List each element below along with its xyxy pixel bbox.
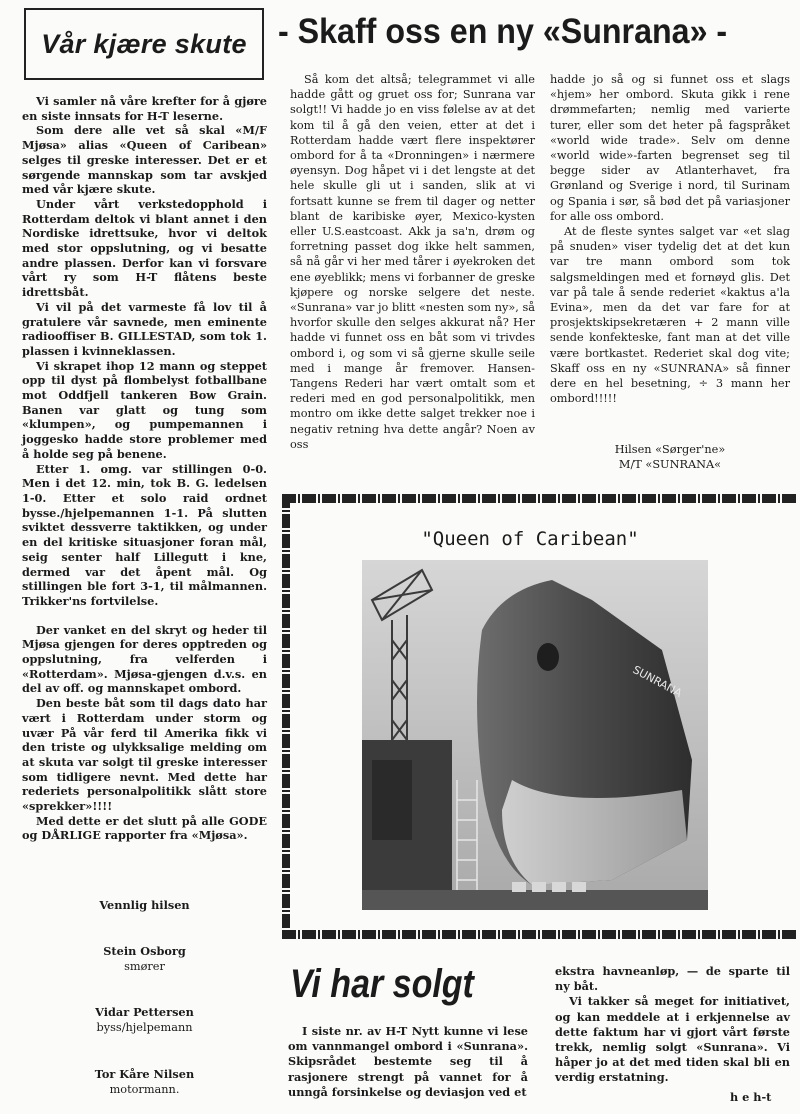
left-article-title: Vår kjære skute <box>24 8 264 80</box>
paragraph: Under vårt verkstedopphold i Rotterdam deltok vi blant annet i den Nordiske idrettsuke, hvor vi deltok med stor oppslutning, og vi besatte andre plassen. Derfor kan vi forsvare vårt ry som H-T flåtens beste idrettsbåt. <box>22 196 267 300</box>
bottom-article-col2 <box>555 964 790 1086</box>
main-article-signature <box>560 442 780 472</box>
signer-role: byss/hjelpemann <box>96 1021 193 1034</box>
main-headline: - Skaff oss en ny «Sunrana» - <box>278 12 728 51</box>
paragraph: Vi vil på det varmeste få lov til å gratulere vår savnede, men eminente radiooffiser B. GILLESTAD, som tok 1. plassen i kvinneklassen. <box>22 299 267 358</box>
paragraph: I siste nr. av H-T Nytt kunne vi lese om vannmangel ombord i «Sunrana». Skipsrådet bestemte seg til å rasjonere strengt på vannet for å unngå forsinkelse og deviasjon ved et <box>288 1024 528 1099</box>
signer-role: smører <box>124 960 165 973</box>
paragraph: Etter 1. omg. var stillingen 0-0. Men i det 12. min, tok B. G. ledelsen 1-0. Etter et solo raid ordnet bysse./hjelpemannen 1-1. På slutten sviktet dessverre taktikken, og under en del kritiske situasjoner foran mål, seig senter half Lillegutt i kne, dermed var det åpent mål. Og stillingen ble fort 3-1, til målmannen. Trikker'ns fortvilelse. <box>22 461 267 608</box>
bottom-article-col1 <box>288 1024 528 1100</box>
paragraph: Vi takker så meget for initiativet, og kan meddele at i erkjennelse av dette faktum har vi gjort vårt første trekk, nemlig solgt «Sunrana». Vi håper jo at det med tiden skal bli en verdig erstatning. <box>555 994 790 1085</box>
sign-line: Hilsen «Sørger'ne» <box>614 443 726 456</box>
decorative-border-left <box>282 494 290 938</box>
sign-line: M/T «SUNRANA« <box>618 458 722 471</box>
paragraph: Den beste båt som til dags dato har vært i Rotterdam under storm og uvær På vår ferd til Amerika fikk vi den triste og ulykksalige melding om at skuta var solgt til greske interesser som tidligere nevnt. Med dette har rederiets personalpolitikk slått store «sprekker»!!!! <box>22 696 267 814</box>
paragraph: Der vanket en del skryt og heder til Mjøsa gjengen for deres opptreden og oppslutning, fra velferden i «Rotterdam». Mjøsa-gjengen d.v.s. en del av off. og mannskapet ombord. <box>22 622 267 696</box>
hull-name-text: SUNRANA <box>630 663 685 700</box>
decorative-border-bottom <box>282 930 796 939</box>
greeting: Vennlig hilsen <box>99 898 190 912</box>
signer-name: Tor Kåre Nilsen <box>94 1067 195 1081</box>
signer-name: Vidar Pettersen <box>95 1005 194 1019</box>
signer-block <box>22 1067 267 1097</box>
paragraph: Så kom det altså; telegrammet vi alle hadde gått og gruet oss for; Sunrana var solgt!! Vi hadde jo en viss følelse av at det kom til å gå den veien, etter at det i Rotterdam hadde vært flere inspektører ombord for å ta «Dronningen» i nærmere øyensyn. Dog håpet vi i det lengste at det hele skulle gli ut i sanden, slik at vi fortsatt kunne se frem til dager og netter blant de karibiske øyer, Mexico-kysten eller U.S.eastcoast. Akk ja sa'n, drøm og forretning passet dog ikke helt sammen, så nå går vi her med tårer i øyekroken det ene øyeblikk; mens vi forbanner de greske kjøpere og norske selgere det neste. «Sunrana» var jo blitt «nesten som ny», så hvorfor skulle den selges akkurat nå? Her hadde vi funnet oss en båt som vi trivdes ombord i, og som vi så gjerne skulle seile med i mange år fremover. Hansen-Tangens Rederi har vært omtalt som et rederi med en god personalpolitikk, men montro om ikke dette salget trekker noe i negativ retning hva dette angår? Noen av oss <box>290 73 535 451</box>
paragraph: hadde jo så og si funnet oss et slags «hjem» her ombord. Skuta gikk i rene drømmefarten; nemlig med varierte turer, eller som det heter på fagspråket «world wide trade». Selv om denne «world wide»-farten begrenset seg til begge sider av Atlanterhavet, fra Grønland og Sverige i nord, til Surinam og Spania i sør, så bød det på variasjoner for alle oss ombord. <box>550 73 790 223</box>
paragraph: At de fleste syntes salget var «et slag på snuden» viser tydelig det at det kun var tre mann ombord som tok salgsmeldingen med et fornøyd glis. Det var på tale å sende rederiet «kaktus a'la Evina», men da det var fare for at prosjektskipsekretæren + 2 mann ville sende konfekteske, fant man at det ville være bortkastet. Rederiet skal dog vite; Skaff oss en ny «SUNRANA» så finner dere en hel besetning, ÷ 3 mann her ombord!!!!! <box>550 225 790 406</box>
signer-block <box>22 944 267 974</box>
paragraph: Vi skrapet ihop 12 mann og steppet opp til dyst på flombelyst fotballbane mot Oddfjell tankeren Bow Grain. Banen var glatt og tung som «klumpen», og pumpemannen i joggesko hadde store problemer med å holde seg på benene. <box>22 358 267 461</box>
paragraph: ekstra havneanløp, — de sparte til ny båt. <box>555 964 790 994</box>
bottom-signature: h e h-t <box>730 1090 772 1104</box>
paragraph: Med dette er det slutt på alle GODE og DÅRLIGE rapporter fra «Mjøsa». <box>22 813 267 843</box>
signer-role: motormann. <box>109 1083 180 1096</box>
decorative-border-top <box>282 494 796 503</box>
paragraph: Som dere alle vet så skal «M/F Mjøsa» alias «Queen of Caribean» selges til greske interesser. Det er et sørgende mannskap som tar avskjed med vår kjære skute. <box>22 123 267 197</box>
signer-name: Stein Osborg <box>103 944 186 958</box>
photo-caption: "Queen of Caribean" <box>421 528 639 550</box>
ship-photo <box>362 560 708 910</box>
bottom-headline: Vi har solgt <box>290 962 474 1006</box>
main-article-col2 <box>550 72 790 406</box>
left-article-body <box>22 94 267 843</box>
signer-block <box>22 1005 267 1035</box>
paragraph: Vi samler nå våre krefter for å gjøre en siste innsats for H-T leserne. <box>22 94 267 123</box>
main-article-col1 <box>290 72 535 452</box>
